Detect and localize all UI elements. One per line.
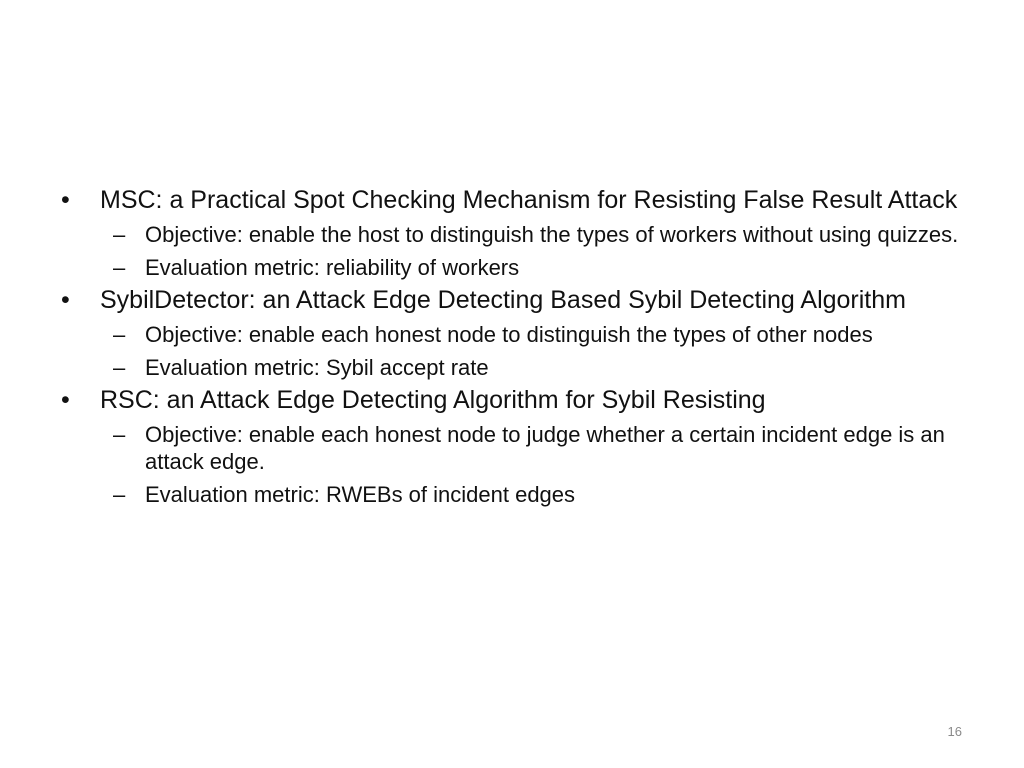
sub-bullet-sybildetector-metric — [113, 354, 965, 381]
bullet-text: RSC: an Attack Edge Detecting Algorithm for Sybil Resisting — [100, 386, 766, 414]
bullet-icon: • — [61, 186, 70, 214]
bullet-icon: • — [61, 286, 70, 314]
dash-icon: – — [113, 422, 126, 447]
dash-icon: – — [113, 355, 126, 380]
sub-bullet-sybildetector-objective — [113, 321, 965, 348]
dash-icon: – — [113, 322, 126, 347]
sub-bullet-rsc-objective — [113, 421, 965, 475]
dash-icon: – — [113, 255, 126, 280]
bullet-msc — [61, 185, 970, 215]
bullet-icon: • — [61, 386, 70, 414]
sub-bullet-msc-objective — [113, 221, 965, 248]
bullet-text: MSC: a Practical Spot Checking Mechanism for Resisting False Result Attack — [100, 186, 958, 214]
dash-icon: – — [113, 482, 126, 507]
bullet-sybildetector — [61, 285, 970, 315]
sub-bullet-rsc-metric — [113, 481, 965, 508]
slide-body — [0, 181, 1024, 508]
sub-bullet-text: Objective: enable each honest node to judge whether a certain incident edge is an attack edge. — [145, 422, 945, 474]
bullet-rsc — [61, 385, 970, 415]
sub-bullet-msc-metric — [113, 254, 965, 281]
page-number: 16 — [947, 724, 962, 739]
sub-bullet-text: Evaluation metric: Sybil accept rate — [145, 355, 489, 380]
dash-icon: – — [113, 222, 126, 247]
bullet-text: SybilDetector: an Attack Edge Detecting Based Sybil Detecting Algorithm — [100, 286, 906, 314]
sub-bullet-text: Evaluation metric: reliability of workers — [145, 255, 520, 280]
sub-bullet-text: Objective: enable each honest node to distinguish the types of other nodes — [145, 322, 873, 347]
sub-bullet-text: Evaluation metric: RWEBs of incident edges — [145, 482, 576, 507]
sub-bullet-text: Objective: enable the host to distinguish the types of workers without using quizzes. — [145, 222, 959, 247]
